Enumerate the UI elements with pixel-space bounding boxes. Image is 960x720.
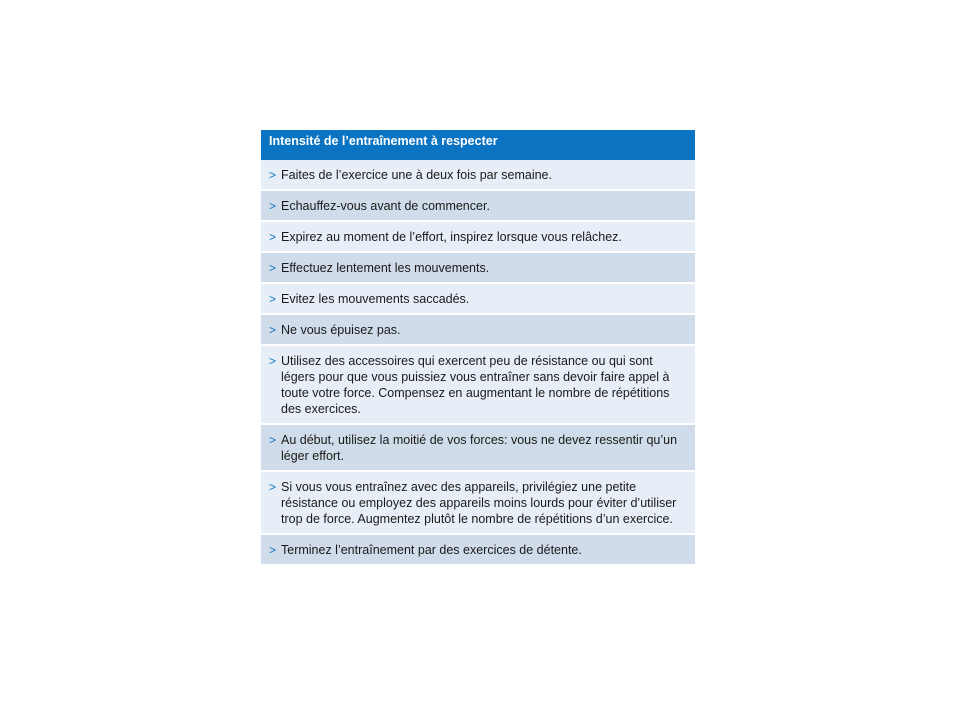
list-item-text: Faites de l’exercice une à deux fois par semaine. [281,168,552,182]
list-item-text: Utilisez des accessoires qui exercent peu de résistance ou qui sont légers pour que vous puissiez vous entraîner sans devoir faire appel à toute votre force. Compensez en augmentant le nombre de répétitions des exercices. [281,354,670,416]
list-item [261,284,695,315]
list-item [261,472,695,535]
list-item [261,535,695,564]
list-item-text: Si vous vous entraînez avec des appareils, privilégiez une petite résistance ou employez des appareils moins lourds pour éviter d’utiliser trop de force. Augmentez plutôt le nombre de répétitions d’un exercice. [281,480,677,526]
list-item [261,346,695,425]
bullet-arrow-icon: > [269,261,277,275]
bullet-arrow-icon: > [269,543,277,557]
bullet-arrow-icon: > [269,433,277,447]
bullet-arrow-icon: > [269,292,277,306]
list-item-text: Au début, utilisez la moitié de vos forces: vous ne devez ressentir qu’un léger effort. [281,433,678,463]
list-item [261,315,695,346]
list-item [261,222,695,253]
training-intensity-box [261,130,695,564]
list-item-text: Echauffez-vous avant de commencer. [281,199,490,213]
bullet-arrow-icon: > [269,230,277,244]
list-item-text: Expirez au moment de l’effort, inspirez lorsque vous relâchez. [281,230,622,244]
bullet-arrow-icon: > [269,168,277,182]
list-item [261,160,695,191]
list-item [261,253,695,284]
bullet-arrow-icon: > [269,199,277,213]
bullet-arrow-icon: > [269,323,277,337]
bullet-arrow-icon: > [269,480,277,494]
list-item [261,191,695,222]
bullet-arrow-icon: > [269,354,277,368]
list-item [261,425,695,472]
list-item-text: Terminez l’entraînement par des exercices de détente. [281,543,582,557]
list-item-text: Ne vous épuisez pas. [281,323,401,337]
box-title: Intensité de l’entraînement à respecter [261,130,695,160]
list-item-text: Effectuez lentement les mouvements. [281,261,490,275]
list-item-text: Evitez les mouvements saccadés. [281,292,470,306]
